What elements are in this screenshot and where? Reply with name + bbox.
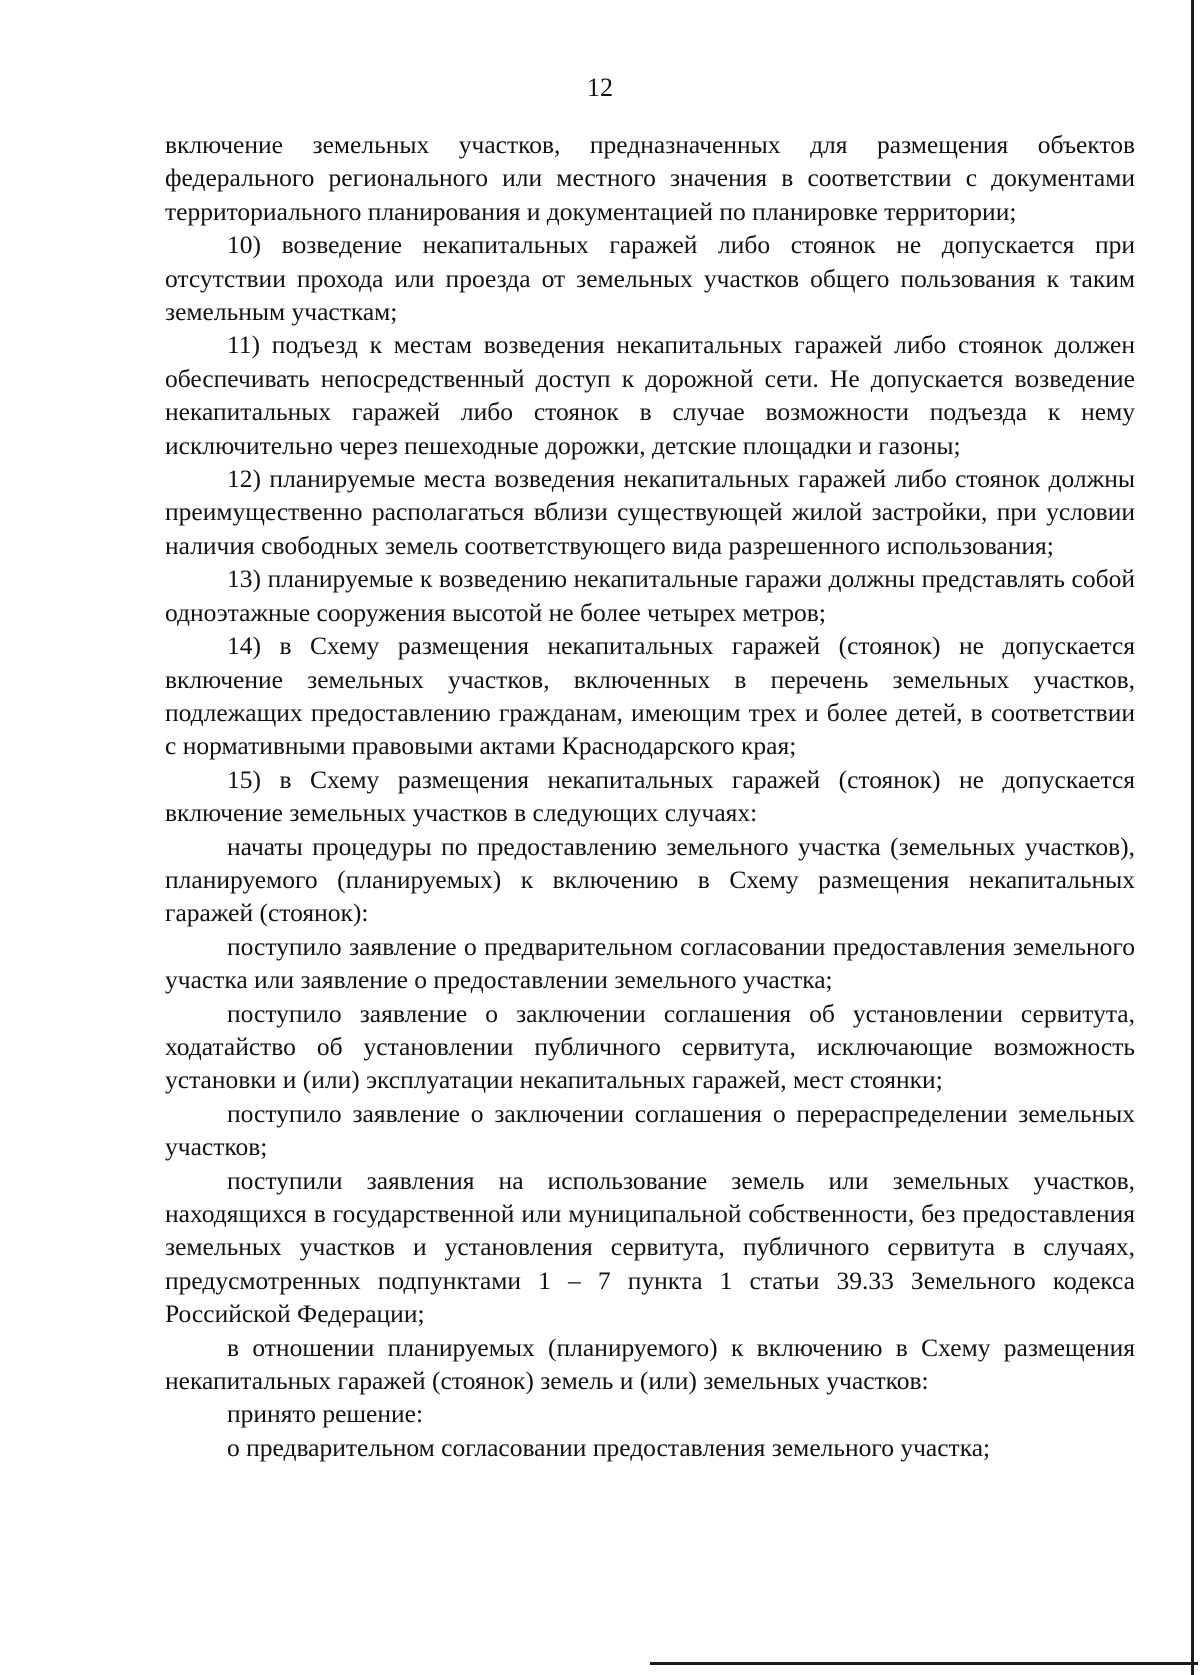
document-body [165,128,1135,1464]
scan-edge-line [1191,0,1194,1675]
paragraph-item-15: 15) в Схему размещения некапитальных гаражей (стоянок) не допускается включение земельных участков в следующих случаях: [165,764,1135,828]
paragraph-preliminary-approval: о предварительном согласовании предоставления земельного участка; [227,1432,991,1462]
scan-bottom-line [650,1662,1198,1665]
paragraph-item-11: 11) подъезд к местам возведения некапитальных гаражей либо стоянок должен обеспечивать непосредственный доступ к дорожной сети. Не допускается возведение некапитальных гаражей либо стоянок в случае возможности подъезда к нему исключительно через пешеходные дорожки, детские площадки и газоны; [165,330,1135,460]
paragraph-application-servitude: поступило заявление о заключении соглашения об установлении сервитута, ходатайство об установлении публичного сервитута, исключающие возможность установки и (или) эксплуатации некапитальных гаражей, мест стоянки; [165,998,1135,1095]
paragraph-regarding-planned: в отношении планируемых (планируемого) к включению в Схему размещения некапитальных гаражей (стоянок) земель и (или) земельных участков: [165,1332,1135,1396]
paragraph-procedures-started: начаты процедуры по предоставлению земельного участка (земельных участков), планируемого (планируемых) к включению в Схему размещения некапитальных гаражей (стоянок): [165,831,1135,928]
paragraph-application-preliminary: поступило заявление о предварительном согласовании предоставления земельного участка или заявление о предоставлении земельного участка; [165,931,1135,995]
page-number: 12 [587,73,613,102]
paragraph-item-14: 14) в Схему размещения некапитальных гаражей (стоянок) не допускается включение земельных участков, включенных в перечень земельных участков, подлежащих предоставлению гражданам, имеющим трех и более детей, в соответствии с нормативными правовыми актами Краснодарского края; [165,631,1135,761]
paragraph-item-13: 13) планируемые к возведению некапитальные гаражи должны представлять собой одноэтажные сооружения высотой не более четырех метров; [165,564,1135,627]
paragraph-item-12: 12) планируемые места возведения некапитальных гаражей либо стоянок должны преимущественно располагаться вблизи существующей жилой застройки, при условии наличия свободных земель соответствующего вида разрешенного использования; [165,464,1135,560]
paragraph-application-redistribution: поступило заявление о заключении соглашения о перераспределении земельных участков; [165,1098,1135,1162]
paragraph-intro: включение земельных участков, предназначенных для размещения объектов федерального регионального или местного значения в соответствии с документами территориального планирования и документацией по планировке территории; [165,130,1135,226]
paragraph-applications-land-use: поступили заявления на использование земель или земельных участков, находящихся в государственной или муниципальной собственности, без предоставления земельных участков и установления сервитута, публичного сервитута в случаях, предусмотренных подпунктами 1 – 7 пункта 1 статьи 39.33 Земельного кодекса Российской Федерации; [165,1165,1135,1329]
paragraph-item-10: 10) возведение некапитальных гаражей либо стоянок не допускается при отсутствии прохода или проезда от земельных участков общего пользования к таким земельным участкам; [165,230,1135,327]
paragraph-decision-made: принято решение: [227,1399,424,1429]
